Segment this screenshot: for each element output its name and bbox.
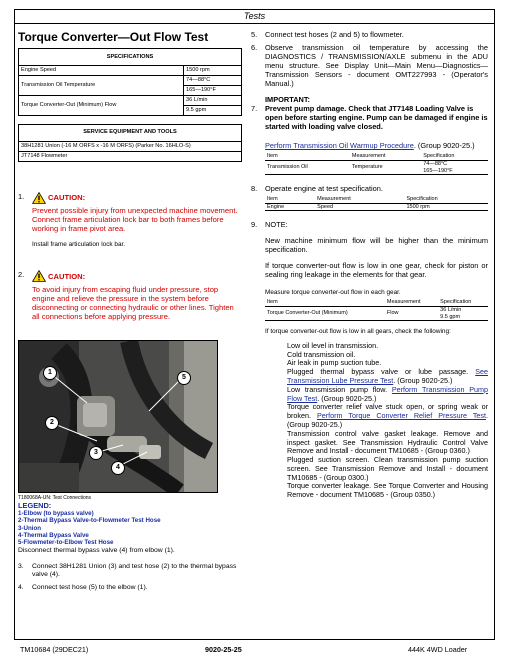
callout-3: 3 xyxy=(89,446,103,460)
cell-item: Engine xyxy=(265,203,315,211)
callout-4: 4 xyxy=(111,461,125,475)
note-label: NOTE: xyxy=(265,220,288,230)
legend-item: 3-Union xyxy=(18,524,42,532)
step-text: Connect test hose (5) to the elbow (1). xyxy=(32,583,148,591)
spec-value: 36 L/min xyxy=(184,96,241,106)
caution-heading xyxy=(32,192,85,204)
spec-label: Torque Converter-Out (Minimum) Flow xyxy=(19,95,184,115)
list-item: Torque converter relief valve stuck open, or spring weak or broken. Perform Torque Converter Relief Pressure Test. (Group 9020-25.) xyxy=(287,402,488,429)
step-1 xyxy=(18,192,242,249)
footer-model: 444K 4WD Loader xyxy=(408,645,468,654)
left-column xyxy=(18,30,242,596)
test-connections-photo xyxy=(18,340,218,493)
list-item: Cold transmission oil. xyxy=(287,349,356,359)
step-text: Operate engine at test specification. xyxy=(265,184,383,194)
list-item: Air leak in pump suction tube. xyxy=(287,358,382,368)
figure-note: Disconnect thermal bypass valve (4) from elbow (1). xyxy=(18,546,175,554)
warmup-procedure-link[interactable]: Perform Transmission Oil Warmup Procedure xyxy=(265,141,414,151)
step-number: 2. xyxy=(18,270,25,280)
step-6 xyxy=(251,43,488,88)
callout-5: 5 xyxy=(177,371,191,385)
legend-item: 1-Elbow (to bypass valve) xyxy=(18,509,94,517)
column-header: Item xyxy=(265,153,350,160)
step-number: 7. xyxy=(251,104,258,114)
column-header: Measurement xyxy=(315,196,404,203)
cell-spec: 74—88°C xyxy=(423,160,448,167)
column-header: Specification xyxy=(438,299,488,306)
list-item: Plugged suction screen. Clean transmission pump suction screen. See Transmission Remove and Install - document TM10685 - (Group 0300.) xyxy=(287,455,488,482)
table-row xyxy=(265,306,488,320)
caution-heading xyxy=(32,270,85,282)
cell-spec: 165—190°F xyxy=(423,167,453,174)
footer-page-number: 9020-25-25 xyxy=(205,645,242,654)
list-item: Plugged thermal bypass valve or lube passage. See Transmission Lube Pressure Test. (Group 9020-25.) xyxy=(287,367,489,386)
table-row xyxy=(19,95,242,115)
cell-measurement: Flow xyxy=(385,306,438,320)
page-title: Torque Converter—Out Flow Test xyxy=(18,30,209,44)
lube-pressure-test-link[interactable]: See Transmission Lube Pressure Test xyxy=(287,367,489,386)
cell-spec: 9.5 gpm xyxy=(440,313,461,320)
cell-measurement: Temperature xyxy=(350,160,421,174)
table-row xyxy=(265,203,488,211)
caution-text: Prevent possible injury from unexpected machine movement. Connect frame articulation lock bar to both frames before working in frame pivot area. xyxy=(32,205,238,234)
legend-item: 2-Thermal Bypass Valve-to-Flowmeter Test Hose xyxy=(18,517,161,525)
callout-1: 1 xyxy=(43,366,57,380)
tools-table xyxy=(18,124,242,162)
step-9 xyxy=(251,220,488,500)
step-number: 6. xyxy=(251,43,258,53)
step-text: Connect 38H1281 Union (3) and test hose (2) to the thermal bypass valve (4). xyxy=(32,563,237,579)
important-label: IMPORTANT: xyxy=(265,95,311,105)
step-number: 1. xyxy=(18,191,25,201)
step-4 xyxy=(18,584,242,592)
spec-value: 74—88°C xyxy=(184,76,241,86)
step-7 xyxy=(251,95,488,175)
important-text: Prevent pump damage. Check that JT7148 Loading Valve is open before starting engine. Pump can be damaged if engine is started with loading valve closed. xyxy=(265,104,488,132)
temperature-spec-table xyxy=(265,153,488,175)
step-number: 5. xyxy=(251,30,258,39)
list-item: Transmission control valve gasket leakage. Remove and inspect gasket. See Transmission Hydraulic Control Valve Remove and Install - document TM10685 - (Group 0360.) xyxy=(287,428,488,456)
step-number: 3. xyxy=(18,563,24,571)
legend-item: 4-Thermal Bypass Valve xyxy=(18,531,89,539)
column-header: Specification xyxy=(421,153,488,160)
note-text: New machine minimum flow will be higher than the minimum specification. xyxy=(265,236,488,255)
spec-label: Engine Speed xyxy=(19,66,184,76)
right-column xyxy=(251,30,488,504)
callout-2: 2 xyxy=(45,416,59,430)
cell-item: Torque Converter-Out (Minimum) xyxy=(265,306,385,320)
caution-label: CAUTION: xyxy=(48,271,86,281)
spec-value: 9.5 gpm xyxy=(186,106,207,113)
list-item: Low oil level in transmission. xyxy=(287,340,379,350)
warning-triangle-icon xyxy=(32,192,46,204)
cell-spec: 1500 rpm xyxy=(404,203,488,211)
spec-label: Transmission Oil Temperature xyxy=(19,75,184,95)
spec-value: 165—190°F xyxy=(186,86,216,93)
column-header: Specification xyxy=(404,196,488,203)
engine-speed-table xyxy=(265,196,488,211)
table-row xyxy=(19,66,242,76)
check-list xyxy=(265,342,488,500)
step-number: 9. xyxy=(251,220,258,230)
note-text: If torque converter-out flow is low in one gear, check for piston or sealing ring leakage in the elements for that gear. xyxy=(265,261,488,280)
table-row xyxy=(265,160,488,174)
column-header: Measurement xyxy=(350,153,421,160)
step-5 xyxy=(251,30,488,39)
section-header: Tests xyxy=(15,10,494,24)
step-number: 4. xyxy=(18,583,24,591)
step-text: Observe transmission oil temperature by accessing the DIAGNOSTICS / TRANSMISSION/AXLE submenu in the ADU menu structure. See Display Unit—Main Menu—Diagnostics—Transmission Sensors - document OMT227993 - (Operator's Manual.) xyxy=(265,43,488,89)
step-8 xyxy=(251,184,488,211)
table-row xyxy=(19,151,242,161)
list-item: Low transmission pump flow. Perform Transmission Pump Flow Test. (Group 9020-25.) xyxy=(287,384,489,403)
step-3 xyxy=(18,563,242,580)
relief-pressure-test-link[interactable]: Perform Torque Converter Relief Pressure Test xyxy=(316,411,486,421)
flow-spec-table xyxy=(265,299,488,321)
cell-item: Transmission Oil xyxy=(265,160,350,174)
column-header: Measurement xyxy=(385,299,438,306)
link-suffix: . (Group 9020-25.) xyxy=(413,141,475,151)
tool-item: 38H1281 Union (-16 M ORFS x -16 M ORFS) (Parker No. 16HLO-S) xyxy=(19,141,242,151)
caution-label: CAUTION: xyxy=(48,193,86,203)
caution-text: To avoid injury from escaping fluid under pressure, stop engine and relieve the pressure in the system before disconnecting or connecting hydraulic or other lines. Tighten all connections before applying pressure. xyxy=(32,284,234,322)
column-header: Item xyxy=(265,196,315,203)
tool-item: JT7148 Flowmeter xyxy=(19,151,242,161)
legend-item: 5-Flowmeter-to-Elbow Test Hose xyxy=(18,539,114,547)
step-instruction: Install frame articulation lock bar. xyxy=(32,240,126,248)
footer-doc-id: TM10684 (29DEC21) xyxy=(20,645,89,654)
step-2 xyxy=(18,270,242,321)
column-header: Item xyxy=(265,299,385,306)
step-number: 8. xyxy=(251,184,258,194)
all-gears-text: If torque converter-out flow is low in all gears, check the following: xyxy=(265,328,451,336)
legend-title: LEGEND: xyxy=(18,500,52,510)
list-item: Torque converter leakage. See Torque Converter and Housing Remove - document TM10685 - (Group 0350.) xyxy=(287,481,488,500)
cell-spec: 36 L/min xyxy=(440,306,462,313)
warning-triangle-icon xyxy=(32,270,46,282)
specifications-table xyxy=(18,48,242,116)
table-row xyxy=(19,75,242,95)
cell-measurement: Speed xyxy=(315,203,404,211)
figure-caption: T180068A-UN: Test Connections xyxy=(18,494,92,501)
specifications-heading: SPECIFICATIONS xyxy=(19,49,242,66)
measure-text: Measure torque converter-out flow in each gear. xyxy=(265,288,401,296)
pump-flow-test-link[interactable]: Perform Transmission Pump Flow Test xyxy=(287,384,489,403)
tools-heading: SERVICE EQUIPMENT AND TOOLS xyxy=(19,124,242,141)
step-text: Connect test hoses (2 and 5) to flowmeter. xyxy=(265,30,404,39)
spec-value: 1500 rpm xyxy=(184,66,242,76)
table-row xyxy=(19,141,242,151)
